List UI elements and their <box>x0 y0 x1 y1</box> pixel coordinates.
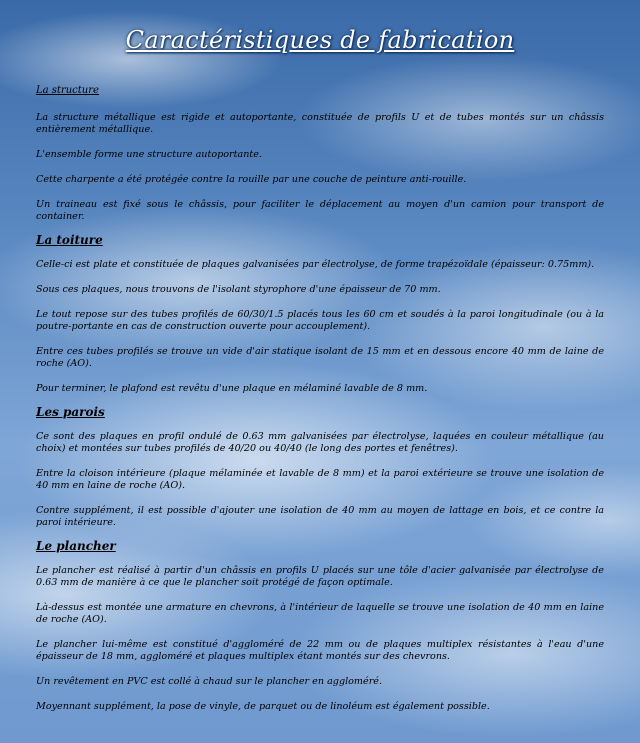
paragraph: Le tout repose sur des tubes profilés de 60/30/1.5 placés tous les 60 cm et soudés à la paroi longitudinale (ou à la poutre-portante en cas de construction ouverte pour accouplement). <box>36 309 604 332</box>
paragraph: Sous ces plaques, nous trouvons de l'isolant styrophore d'une épaisseur de 70 mm. <box>36 284 441 295</box>
section-heading-parois: Les parois <box>36 405 105 419</box>
paragraph: Celle-ci est plate et constituée de plaques galvanisées par électrolyse, de forme trapézoïdale (épaisseur: 0.75mm). <box>36 259 595 270</box>
document-body <box>36 84 604 713</box>
paragraph: Ce sont des plaques en profil ondulé de 0.63 mm galvanisées par électrolyse, laquées en couleur métallique (au choix) et montées sur tubes profilés de 40/20 ou 40/40 (le long des portes et fenêtres). <box>36 431 604 454</box>
paragraph: Pour terminer, le plafond est revêtu d'une plaque en mélaminé lavable de 8 mm. <box>36 383 428 394</box>
paragraph: Entre la cloison intérieure (plaque mélaminée et lavable de 8 mm) et la paroi extérieure se trouve une isolation de 40 mm en laine de roche (AO). <box>36 468 604 491</box>
section-heading-plancher: Le plancher <box>36 539 116 553</box>
paragraph: Le plancher lui-même est constitué d'aggloméré de 22 mm ou de plaques multiplex résistantes à l'eau d'une épaisseur de 18 mm, aggloméré et plaques multiplex étant montés sur des chevrons. <box>36 639 604 662</box>
paragraph: Entre ces tubes profilés se trouve un vide d'air statique isolant de 15 mm et en dessous encore 40 mm de laine de roche (AO). <box>36 346 604 369</box>
paragraph: Moyennant supplément, la pose de vinyle, de parquet ou de linoléum est également possible. <box>36 701 490 712</box>
paragraph: Cette charpente a été protégée contre la rouille par une couche de peinture anti-rouille. <box>36 174 467 185</box>
paragraph: Un revêtement en PVC est collé à chaud sur le plancher en aggloméré. <box>36 676 383 687</box>
section-heading-structure: La structure <box>36 85 99 96</box>
page-title: Caractéristiques de fabrication <box>125 26 515 54</box>
paragraph: La structure métallique est rigide et autoportante, constituée de profils U et de tubes montés sur un châssis entièrement métallique. <box>36 112 604 135</box>
paragraph: Le plancher est réalisé à partir d'un châssis en profils U placés sur une tôle d'acier galvanisée par électrolyse de 0.63 mm de manière à ce que le plancher soit protégé de façon optimale. <box>36 565 604 588</box>
section-heading-toiture: La toiture <box>36 233 103 247</box>
paragraph: L'ensemble forme une structure autoportante. <box>36 149 262 160</box>
paragraph: Un traineau est fixé sous le châssis, pour faciliter le déplacement au moyen d'un camion pour transport de container. <box>36 199 604 222</box>
paragraph: Contre supplément, il est possible d'ajouter une isolation de 40 mm au moyen de lattage en bois, et ce contre la paroi intérieure. <box>36 505 604 528</box>
paragraph: Là-dessus est montée une armature en chevrons, à l'intérieur de laquelle se trouve une isolation de 40 mm en laine de roche (AO). <box>36 602 604 625</box>
